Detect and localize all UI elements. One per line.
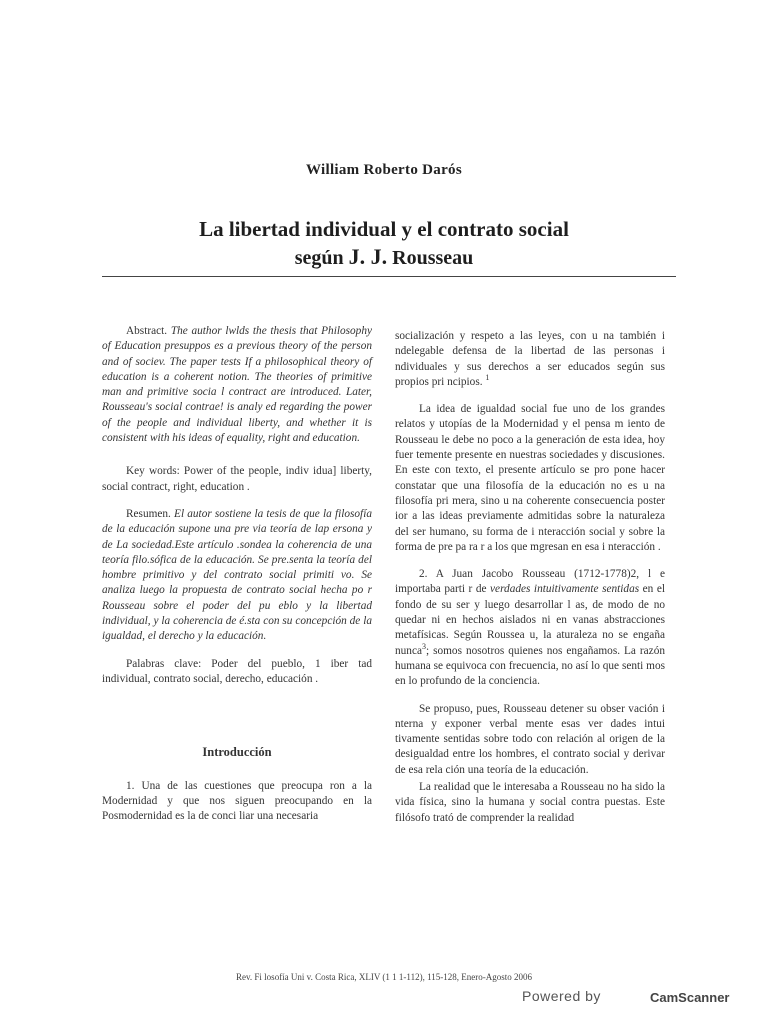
author-name: William Roberto Darós	[305, 162, 462, 178]
right-paragraph-3	[395, 567, 665, 689]
abstract-paragraph	[102, 324, 372, 446]
watermark-powered-by: Powered by	[522, 988, 601, 1004]
intro-heading: Introducción	[202, 745, 272, 760]
resumen-label: Resumen.	[126, 507, 171, 520]
resumen-text: El autor sostiene la tesis de que la filosofía de la educación supone una pre via teoría de lap ersona y de La sociedad.Este artículo .sondea la coherencia de una teoría filo.sófica de la educación. Se pre.senta la teoría del hombre primitivo y del contrato social primiti vo. Se analiza luego la propuesta de contrato social hecha po r Rousseau sobre el poder del pu eblo y la libertad individual, y la coherencia de é.sta con su concepción de la igualdad, el derecho y la educación.	[102, 507, 372, 643]
right-p3-text-b: en el fondo de su ser y luego desarrollar l as, de modo de no quedar ni en hechos aislados ni en vanas abstracciones metafísicas. Según Roussea u, la aturaleza no se engaña nunca	[395, 583, 665, 657]
right-p3-italic: verdades intuitivamente sentidas	[490, 583, 640, 596]
left-column	[102, 324, 372, 832]
palabras-clave-paragraph: Palabras clave: Poder del pueblo, 1 iber tad individual, contrato social, derecho, educación .	[102, 657, 372, 685]
abstract-label: Abstract.	[126, 325, 168, 337]
keywords-paragraph: Key words: Power of the people, indiv idua] liberty, social contract, right, education .	[102, 465, 372, 493]
right-p1-text: socialización y respeto a las leyes, con u na también i ndelegable defensa de la libertad de las personas i ndividuales y sus derechos a ser educados según sus propios pri ncipios.	[395, 330, 665, 388]
footnote-ref-1: 1	[485, 373, 490, 383]
footnote-ref-3: 3	[421, 641, 426, 651]
right-column	[395, 329, 665, 834]
camscanner-watermark	[522, 988, 752, 1008]
right-p3-text-c: ; somos nosotros quienes nos engañamos. La razón humana se equivoca con frecuencia, no así lo que senti mos en lo profundo de la conciencia.	[395, 644, 665, 688]
intro-text: Una de las cuestiones que preocupa ron a la Modernidad y que nos siguen preocupando en la Posmodernidad es la de conci liar una necesaria	[102, 779, 373, 823]
right-paragraph-1	[395, 329, 665, 390]
resumen-paragraph	[102, 507, 372, 645]
article-title-line-1: La libertad individual y el contrato social	[199, 217, 569, 241]
intro-paragraph	[102, 779, 372, 825]
watermark-brand: CamScanner	[650, 990, 730, 1005]
right-paragraph-5: La realidad que le interesaba a Rousseau no ha sido la vida física, sino la humana y social contra puestas. Este filósofo trató de comprender la realidad	[395, 781, 665, 824]
intro-number: 1.	[126, 779, 135, 792]
abstract-text: The author lwlds the thesis that Philosophy of Education presuppos es a previous theory of the person and of sociev. The paper tests If a philosophical theory of education is a coherent notion. The theories of primitive man and primitive socia l contract are introduced. Later, Rousseau's social contrae! is analy ed regarding the power of the people and individual liberty, and whether it is consistent with his ideas of equality, right and education.	[102, 325, 372, 445]
journal-citation: Rev. Fi losofía Uni v. Costa Rica, XLIV (1 1 1-112), 115-128, Enero-Agosto 2006	[236, 972, 532, 982]
article-title-line-2	[0, 244, 768, 270]
title-rousseau: Rousseau	[392, 247, 474, 269]
right-paragraph-4: Se propuso, pues, Rousseau detener su obser vación i nterna y exponer verbal mente esas ver dades intui tivamente sentidas sobre todo con relación al origen de la desigualdad entre los hombres, el contrato social y derivar de esa rela ción una teoría de la educación.	[395, 702, 665, 776]
title-segun: según	[294, 247, 344, 269]
title-divider	[102, 276, 676, 277]
right-paragraph-2: La idea de igualdad social fue uno de los grandes relatos y utopías de la Modernidad y el pensa m iento de Rousseau le debe no poco a la generación de esta idea, hoy fuer temente presente en nuestras sociedades y discusiones. En este con texto, el presente artículo se pro pone hacer constatar que una filosofía de la educación no es u na filosofía pri mera, sino u na coherente consecuencia poster ior a las ideas previamente admitidas sobre la naturaleza del ser humano, su forma de i nteracción social y sobre la forma de pre pa ra r a los que mgresan en esa i nteracción .	[395, 403, 665, 553]
title-initials: J. J.	[348, 244, 388, 269]
right-p3-text-a: 2. A Juan Jacobo Rousseau (1712-1778)2, l e importaba parti r de	[395, 568, 665, 596]
